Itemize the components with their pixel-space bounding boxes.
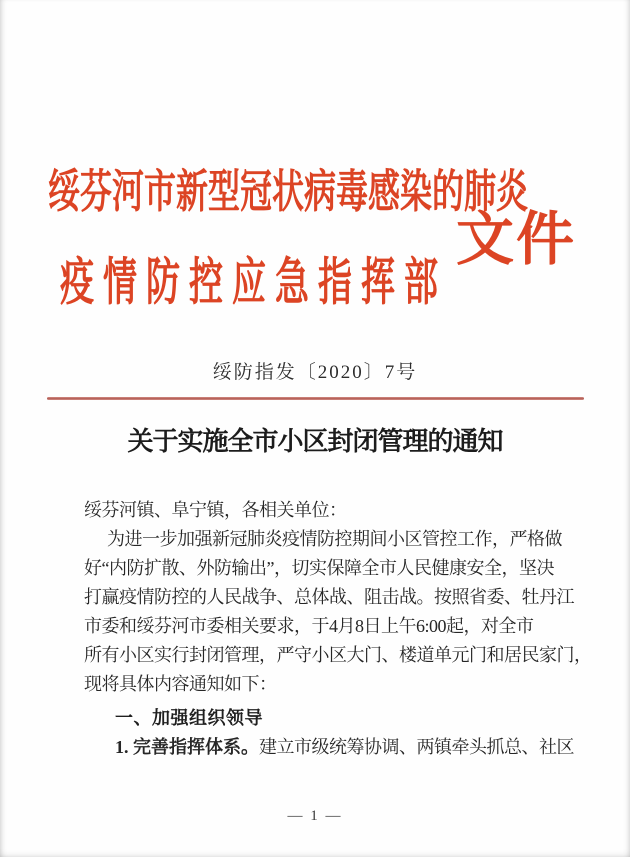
section-1-heading: 一、加强组织领导	[115, 708, 263, 728]
paragraph-line: 打赢疫情防控的人民战争、总体战、阻击战。按照省委、牡丹江	[84, 587, 574, 607]
item-1-lead: 1. 完善指挥体系。	[115, 737, 259, 757]
paragraph-line: 为进一步加强新冠肺炎疫情防控期间小区管控工作，严格做	[107, 529, 562, 549]
item-1-line	[84, 733, 574, 762]
paragraph-line: 好“内防扩散、外防输出”，切实保障全市人民健康安全，坚决	[84, 558, 554, 578]
issuing-org-name-line2: 疫情防控应急指挥部	[60, 256, 447, 312]
doc-type-label: 文件	[456, 207, 577, 272]
paragraph-line: 市委和绥芬河市委相关要求，于4月8日上午6:00起，对全市	[84, 616, 534, 636]
paragraph-line: 现将具体内容通知如下：	[84, 674, 277, 694]
item-1-text: 建立市级统筹协调、两镇牵头抓总、社区	[259, 737, 574, 757]
page-number: — 1 —	[287, 808, 343, 824]
paragraph-line: 所有小区实行封闭管理，严守小区大门、楼道单元门和居民家门，	[84, 645, 592, 665]
red-divider-rule	[47, 397, 584, 400]
issuing-org-name-line1: 绥芬河市新型冠状病毒感染的肺炎	[48, 165, 529, 218]
doc-title: 关于实施全市小区封闭管理的通知	[127, 427, 503, 456]
salutation-line: 绥芬河镇、阜宁镇，各相关单位：	[84, 500, 347, 520]
doc-reference-number: 绥防指发〔2020〕7号	[212, 362, 418, 383]
doc-body	[84, 496, 592, 762]
